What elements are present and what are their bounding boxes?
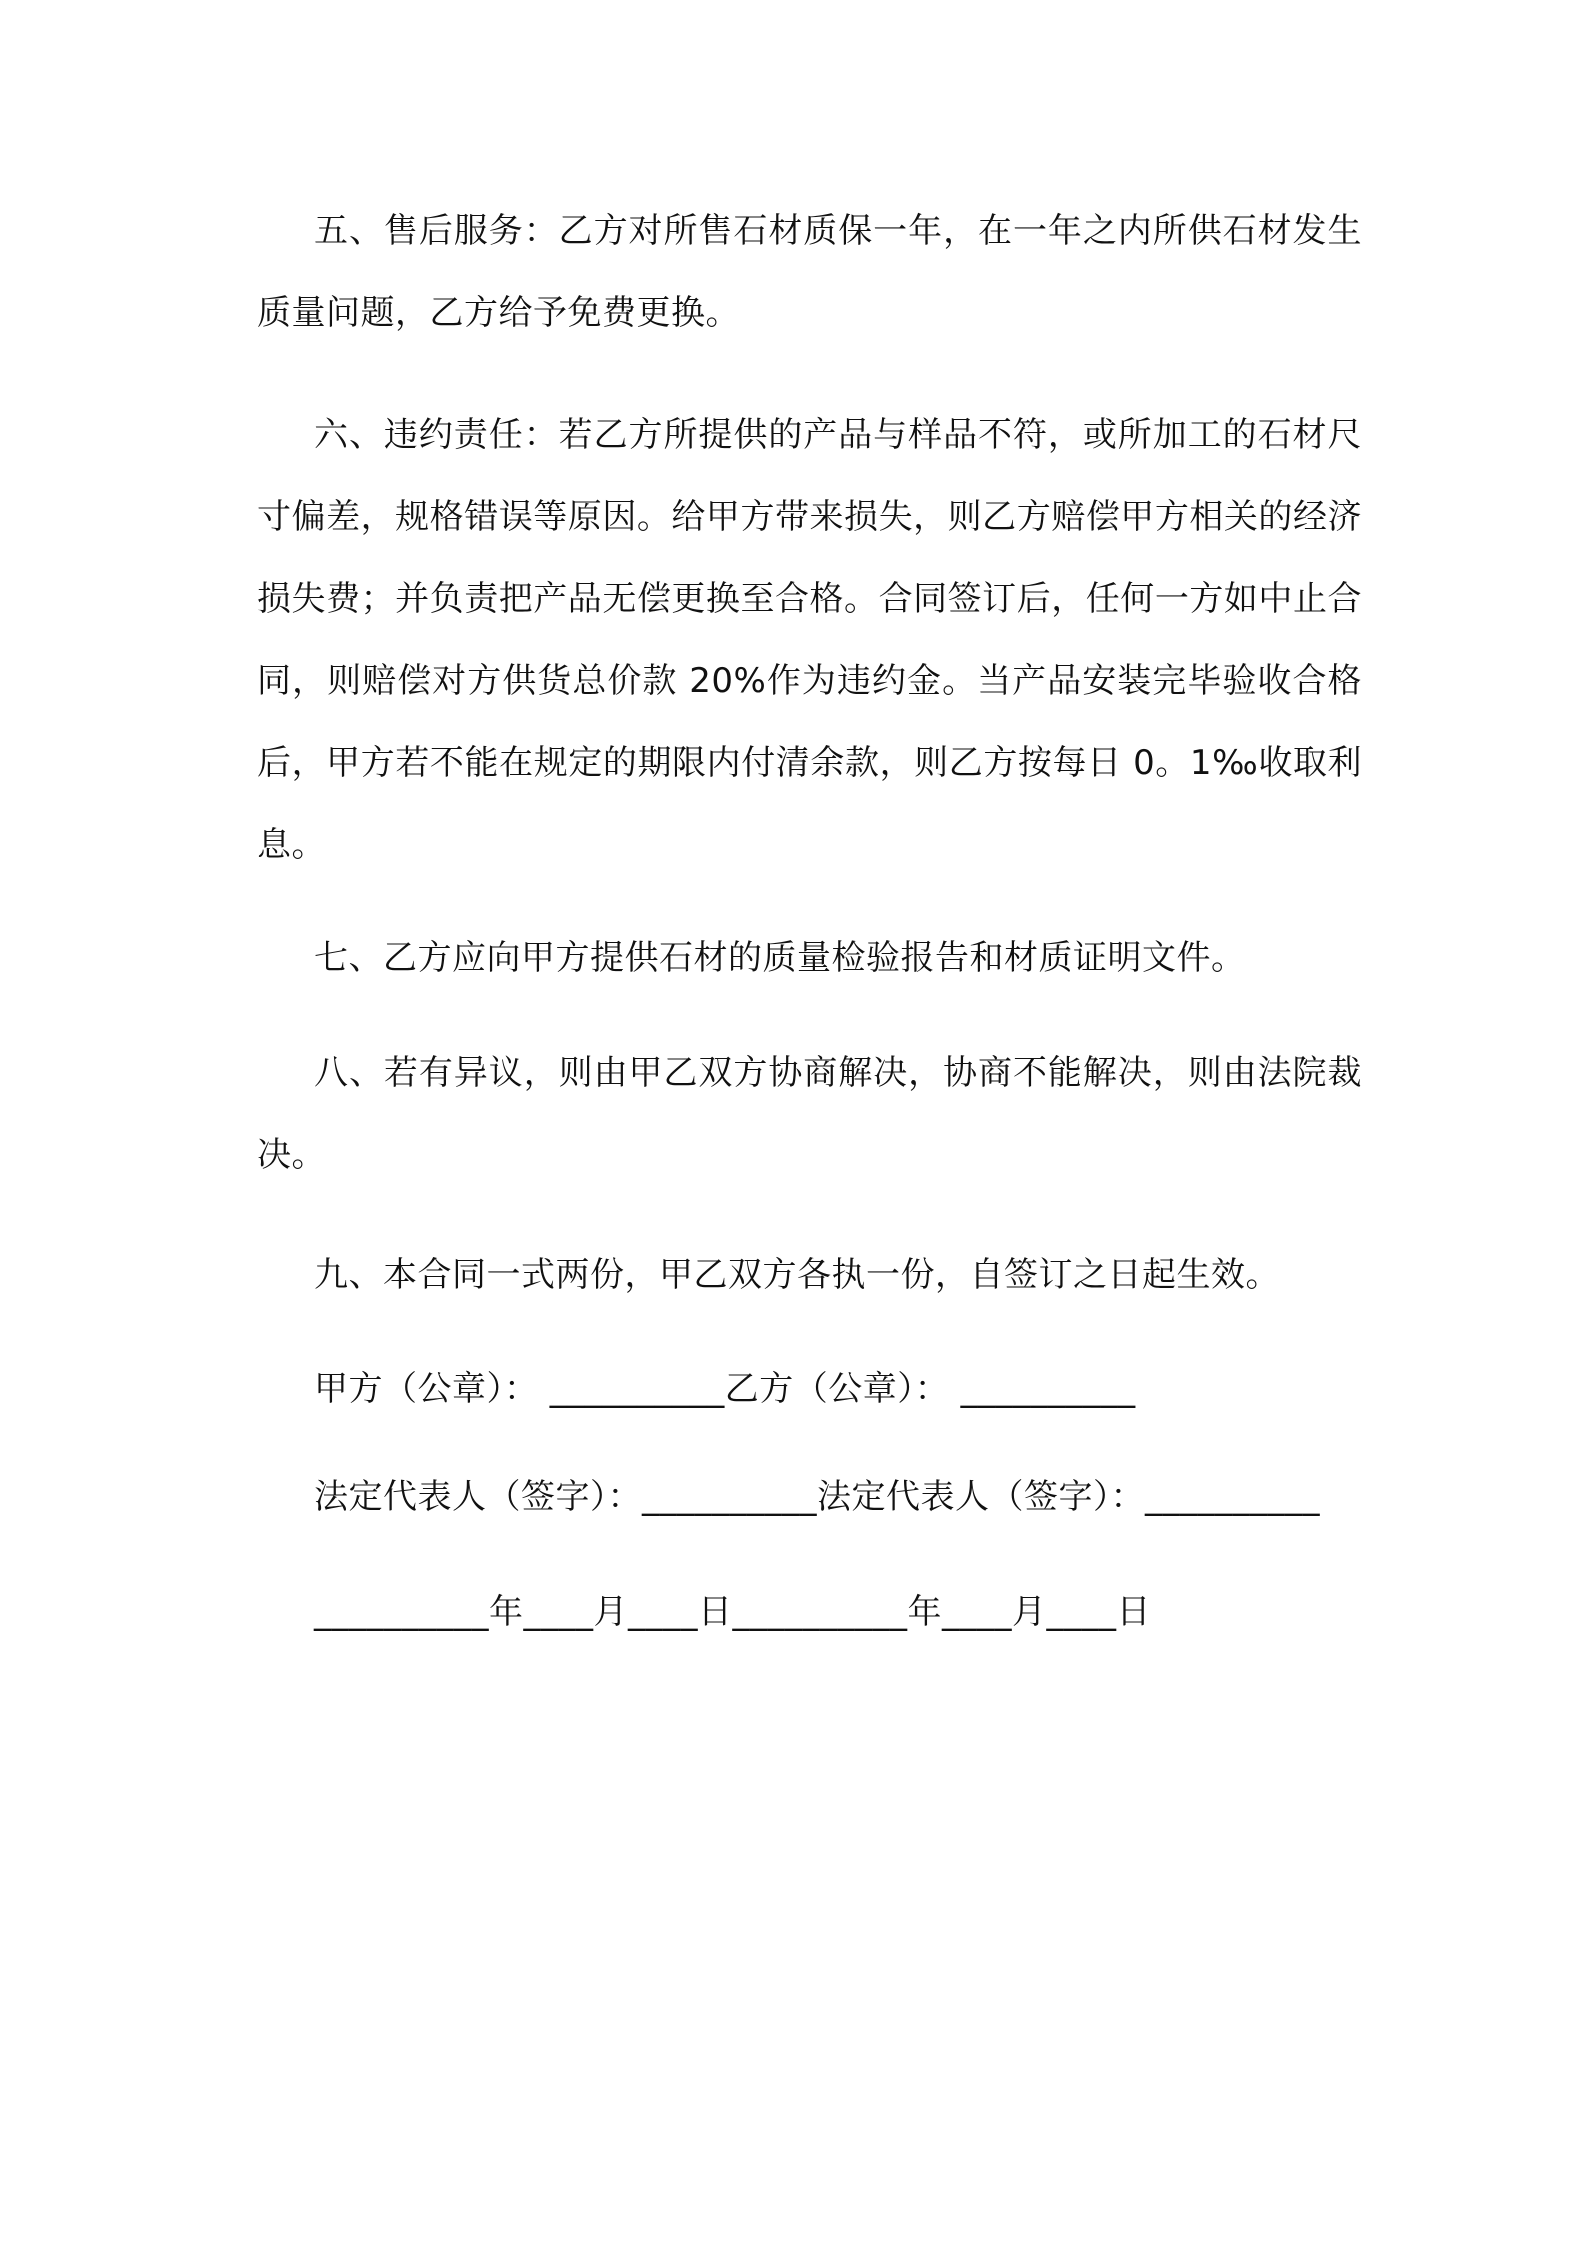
date-line: __________年____月____日__________年____月____日	[314, 1592, 1151, 1632]
clause-quality-report: 七、乙方应向甲方提供石材的质量检验报告和材质证明文件。	[314, 938, 1246, 978]
seal-line: 甲方（公章）： __________乙方（公章）： __________	[314, 1369, 1136, 1409]
clause-dispute: 八、若有异议，则由甲乙双方协商解决，协商不能解决，则由法院裁决。	[257, 1053, 1362, 1175]
representative-signature-line: 法定代表人（签字）：__________法定代表人（签字）：__________	[314, 1477, 1320, 1517]
clause-after-sales: 五、售后服务：乙方对所售石材质保一年，在一年之内所供石材发生质量问题，乙方给予免费更换。	[257, 211, 1362, 333]
clause-breach-liability: 六、违约责任：若乙方所提供的产品与样品不符，或所加工的石材尺寸偏差，规格错误等原因。给甲方带来损失，则乙方赔偿甲方相关的经济损失费；并负责把产品无偿更换至合格。合同签订后，任何一方如中止合同，则赔偿对方供货总价款 20%作为违约金。当产品安装完毕验收合格后，甲方若不能在规定的期限内付清余款，则乙方按每日 0。1‰收取利息。	[257, 415, 1362, 865]
clause-effectiveness: 九、本合同一式两份，甲乙双方各执一份，自签订之日起生效。	[314, 1255, 1280, 1295]
